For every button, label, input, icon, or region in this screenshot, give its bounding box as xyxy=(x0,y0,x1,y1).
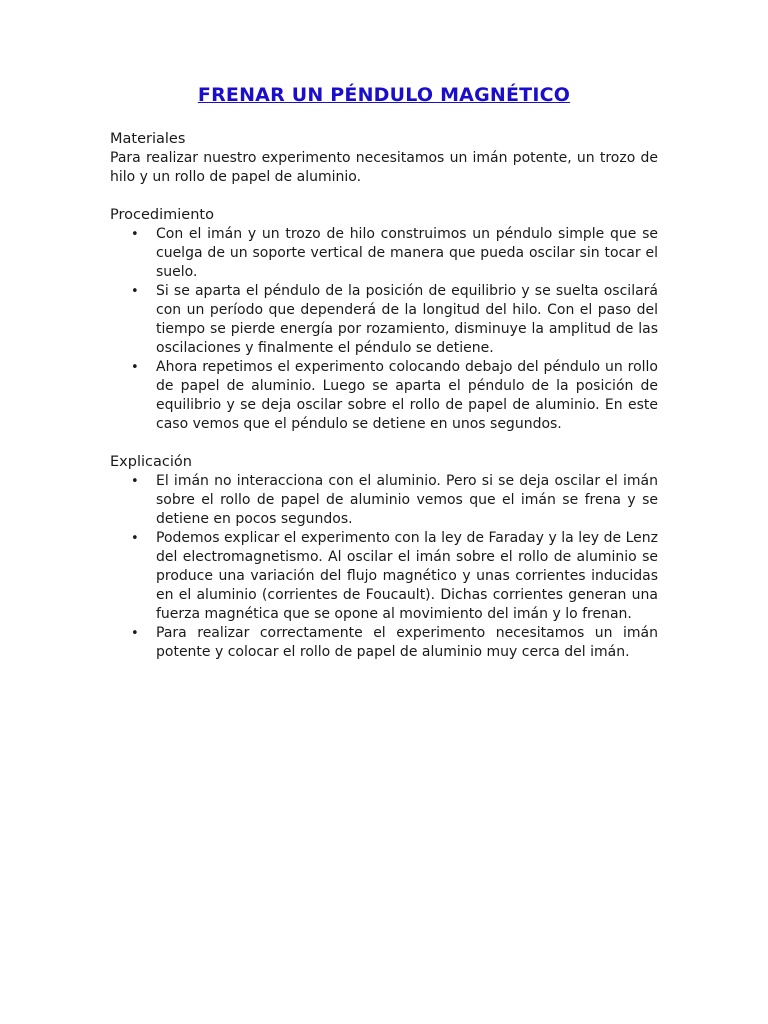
materiales-text: Para realizar nuestro experimento necesitamos un imán potente, un trozo de hilo y un rollo de papel de aluminio. xyxy=(110,150,658,185)
bullet-icon: • xyxy=(131,227,139,242)
bullet-icon: • xyxy=(131,360,139,375)
section-heading-explicacion: Explicación xyxy=(110,454,192,470)
bullet-icon: • xyxy=(131,474,139,489)
list-item xyxy=(131,358,658,434)
procedimiento-list xyxy=(110,225,658,434)
list-item-text: Para realizar correctamente el experimento necesitamos un imán potente y colocar el rollo de papel de aluminio muy cerca del imán. xyxy=(156,625,658,660)
list-item xyxy=(131,529,658,624)
list-item-text: Podemos explicar el experimento con la ley de Faraday y la ley de Lenz del electromagnetismo. Al oscilar el imán sobre el rollo de aluminio se produce una variación del flujo magnético y unas corrientes inducidas en el aluminio (corrientes de Foucault). Dichas corrientes generan una fuerza magnética que se opone al movimiento del imán y lo frenan. xyxy=(156,530,658,622)
document-page xyxy=(110,84,658,681)
list-item-text: Con el imán y un trozo de hilo construimos un péndulo simple que se cuelga de un soporte vertical de manera que pueda oscilar sin tocar el suelo. xyxy=(156,226,658,280)
section-explicacion xyxy=(110,453,658,662)
list-item xyxy=(131,225,658,282)
bullet-icon: • xyxy=(131,626,139,641)
document-title: FRENAR UN PÉNDULO MAGNÉTICO xyxy=(197,84,571,106)
section-materiales xyxy=(110,130,658,187)
section-procedimiento xyxy=(110,206,658,434)
list-item-text: Ahora repetimos el experimento colocando debajo del péndulo un rollo de papel de aluminio. Luego se aparta el péndulo de la posición de equilibrio y se deja oscilar sobre el rollo de papel de aluminio. En este caso vemos que el péndulo se detiene en unos segundos. xyxy=(156,359,658,432)
list-item xyxy=(131,282,658,358)
list-item xyxy=(131,472,658,529)
section-heading-procedimiento: Procedimiento xyxy=(110,207,214,223)
explicacion-list xyxy=(110,472,658,662)
bullet-icon: • xyxy=(131,284,139,299)
list-item xyxy=(131,624,658,662)
list-item-text: El imán no interacciona con el aluminio. Pero si se deja oscilar el imán sobre el rollo de papel de aluminio vemos que el imán se frena y se detiene en pocos segundos. xyxy=(156,473,658,527)
section-heading-materiales: Materiales xyxy=(110,131,186,147)
bullet-icon: • xyxy=(131,531,139,546)
list-item-text: Si se aparta el péndulo de la posición de equilibrio y se suelta oscilará con un período que dependerá de la longitud del hilo. Con el paso del tiempo se pierde energía por rozamiento, disminuye la amplitud de las oscilaciones y finalmente el péndulo se detiene. xyxy=(156,283,658,356)
